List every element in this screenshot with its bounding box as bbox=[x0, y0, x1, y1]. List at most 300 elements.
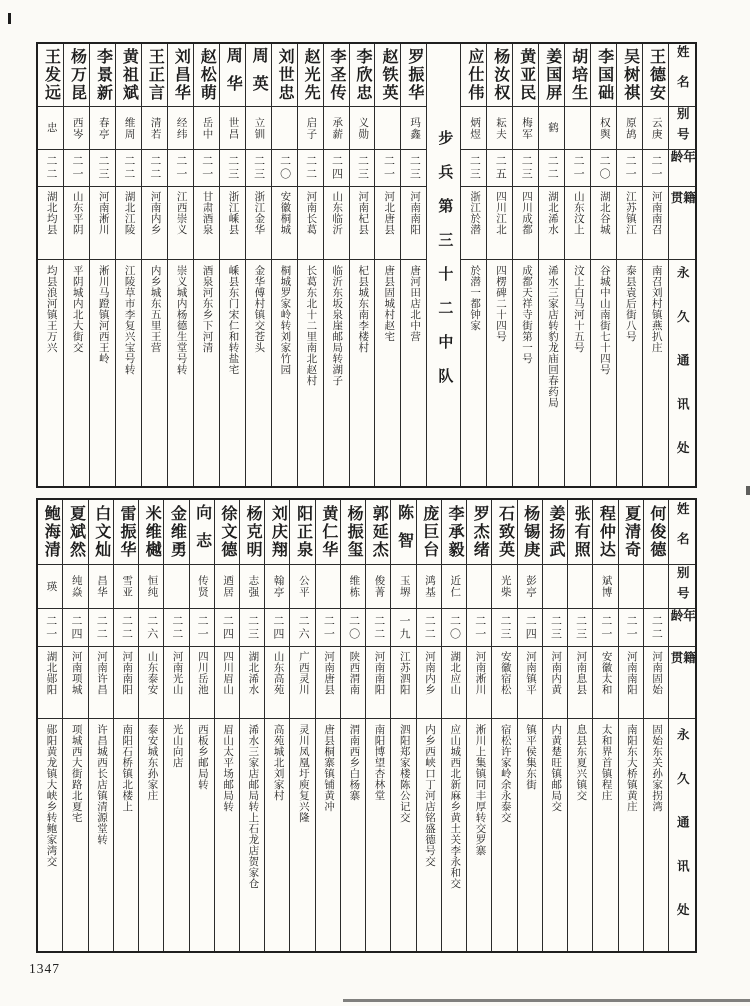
person-alias: 耘夫 bbox=[487, 107, 512, 150]
person-name: 杨振玺 bbox=[341, 500, 365, 565]
person-address: 酒泉河东乡下河清 bbox=[201, 265, 213, 353]
person-column bbox=[138, 500, 163, 951]
person-alias: 彭亭 bbox=[518, 565, 542, 609]
person-origin: 四川成都 bbox=[513, 187, 538, 260]
person-address: 南阳石桥镇北楼上 bbox=[121, 724, 133, 812]
person-age: 二四 bbox=[265, 609, 289, 647]
person-address: 泰县袁后街八号 bbox=[624, 265, 636, 342]
person-origin: 河南淅川 bbox=[467, 647, 491, 719]
person-name: 黄亚民 bbox=[513, 44, 538, 107]
person-column bbox=[141, 44, 167, 486]
person-name: 何俊德 bbox=[644, 500, 668, 565]
person-name: 胡培生 bbox=[565, 44, 590, 107]
person-column bbox=[38, 500, 62, 951]
person-age: 二二 bbox=[417, 609, 441, 647]
person-origin: 河北唐县 bbox=[375, 187, 400, 260]
person-column bbox=[315, 500, 340, 951]
person-alias: 公平 bbox=[290, 565, 314, 609]
person-age: 二〇 bbox=[591, 150, 616, 187]
header-column bbox=[668, 500, 695, 951]
person-name: 鲍海清 bbox=[38, 500, 62, 565]
person-alias: 鹤 bbox=[539, 107, 564, 150]
person-alias bbox=[316, 565, 340, 609]
person-column bbox=[590, 44, 616, 486]
person-address: 内黄楚旺镇邮局交 bbox=[550, 724, 562, 812]
person-address: 四楞碑二十四号 bbox=[495, 265, 507, 342]
person-age: 二〇 bbox=[341, 609, 365, 647]
person-origin: 湖北应山 bbox=[442, 647, 466, 719]
person-alias: 世昌 bbox=[220, 107, 245, 150]
person-origin: 河南南阳 bbox=[619, 647, 643, 719]
person-origin: 山东高苑 bbox=[265, 647, 289, 719]
person-origin: 广西灵川 bbox=[290, 647, 314, 719]
person-origin: 湖北浠水 bbox=[539, 187, 564, 260]
person-column bbox=[264, 500, 289, 951]
person-name: 周华 bbox=[220, 44, 245, 107]
person-origin: 河南南阳 bbox=[366, 647, 390, 719]
person-address: 唐河田店北中营 bbox=[409, 265, 421, 342]
person-name: 徐文德 bbox=[215, 500, 239, 565]
person-name: 米维樾 bbox=[139, 500, 163, 565]
person-origin: 河南南阳 bbox=[114, 647, 138, 719]
person-origin: 湖北江陵 bbox=[116, 187, 141, 260]
person-name: 金维勇 bbox=[164, 500, 188, 565]
person-origin: 山东临沂 bbox=[324, 187, 349, 260]
scan-artifact bbox=[746, 486, 750, 495]
person-name: 庞巨台 bbox=[417, 500, 441, 565]
person-age: 二三 bbox=[461, 150, 486, 187]
person-address: 浠水三家店邮局转上石龙店贺家仓 bbox=[247, 724, 259, 889]
header-name-label: 姓名 bbox=[669, 500, 695, 565]
person-name: 刘庆翔 bbox=[265, 500, 289, 565]
header-alias-label: 别号 bbox=[669, 565, 695, 609]
person-age: 二三 bbox=[350, 150, 375, 187]
unit-title: 步兵第三十二中队 bbox=[436, 130, 453, 402]
person-alias: 玉堺 bbox=[391, 565, 415, 609]
person-alias: 昌华 bbox=[89, 565, 113, 609]
person-address: 光山向店 bbox=[171, 724, 183, 768]
person-column bbox=[542, 500, 567, 951]
person-age: 二二 bbox=[366, 609, 390, 647]
person-alias: 维周 bbox=[116, 107, 141, 150]
person-origin: 江苏镇江 bbox=[617, 187, 642, 260]
person-address: 嵊县东门宋仁和转盐宅 bbox=[227, 265, 239, 375]
header-name-label: 姓名 bbox=[669, 44, 695, 107]
person-address: 宿松许家岭余永泰交 bbox=[499, 724, 511, 823]
person-origin: 浙江嵊县 bbox=[220, 187, 245, 260]
person-address: 谷城中山南街七十四号 bbox=[598, 265, 610, 375]
person-column bbox=[564, 44, 590, 486]
person-origin: 河南内黄 bbox=[543, 647, 567, 719]
person-column bbox=[400, 44, 426, 486]
person-address: 唐县固城村赵宅 bbox=[383, 265, 395, 342]
person-age: 二二 bbox=[142, 150, 167, 187]
scan-artifact bbox=[343, 999, 750, 1002]
person-alias: 经纬 bbox=[168, 107, 193, 150]
person-name: 刘世忠 bbox=[272, 44, 297, 107]
page-number: 1347 bbox=[29, 961, 60, 976]
person-address: 太和界首镇程庄 bbox=[600, 724, 612, 801]
person-age: 二三 bbox=[568, 609, 592, 647]
person-address: 灵川凤凰圩庾复兴隆 bbox=[297, 724, 309, 823]
person-address: 许昌城西长店镇清源堂转 bbox=[95, 724, 107, 845]
person-address: 南召刘村镇燕扒庄 bbox=[650, 265, 662, 353]
person-column bbox=[289, 500, 314, 951]
person-alias: 传贤 bbox=[190, 565, 214, 609]
person-alias: 恒纯 bbox=[139, 565, 163, 609]
person-name: 周英 bbox=[246, 44, 271, 107]
person-address: 汶上白马河十五号 bbox=[572, 265, 584, 353]
person-origin: 湖北均县 bbox=[38, 187, 63, 260]
person-age: 二二 bbox=[38, 150, 63, 187]
person-alias: 承薪 bbox=[324, 107, 349, 150]
person-column bbox=[466, 500, 491, 951]
person-column bbox=[63, 44, 89, 486]
person-alias bbox=[272, 107, 297, 150]
person-alias: 启子 bbox=[298, 107, 323, 150]
person-column bbox=[491, 500, 516, 951]
person-column bbox=[538, 44, 564, 486]
person-name: 杨汝权 bbox=[487, 44, 512, 107]
person-address: 渭南西乡白杨寨 bbox=[348, 724, 360, 801]
person-origin: 山东汶上 bbox=[565, 187, 590, 260]
person-age: 二一 bbox=[617, 150, 642, 187]
person-address: 固始东关孙家拐湾 bbox=[651, 724, 663, 812]
person-alias: 立钏 bbox=[246, 107, 271, 150]
person-origin: 陕西渭南 bbox=[341, 647, 365, 719]
person-origin: 四川眉山 bbox=[215, 647, 239, 719]
person-alias: 玛鑫 bbox=[401, 107, 426, 150]
person-column bbox=[643, 500, 668, 951]
person-name: 赵松萌 bbox=[194, 44, 219, 107]
person-address: 内乡城东五里王营 bbox=[149, 265, 161, 353]
person-age: 二二 bbox=[298, 150, 323, 187]
person-name: 李圣传 bbox=[324, 44, 349, 107]
person-age: 二三 bbox=[492, 609, 516, 647]
person-origin: 江西崇义 bbox=[168, 187, 193, 260]
person-age: 二一 bbox=[38, 609, 62, 647]
person-alias: 翰亭 bbox=[265, 565, 289, 609]
person-origin: 河南光山 bbox=[164, 647, 188, 719]
person-alias: 原鸪 bbox=[617, 107, 642, 150]
scan-artifact bbox=[8, 13, 11, 24]
person-address: 於潜一都钟家 bbox=[469, 265, 481, 331]
person-age: 二一 bbox=[194, 150, 219, 187]
person-age: 二二 bbox=[164, 609, 188, 647]
person-alias: 义勋 bbox=[350, 107, 375, 150]
person-name: 罗杰绪 bbox=[467, 500, 491, 565]
person-age: 二一 bbox=[593, 609, 617, 647]
person-age: 二一 bbox=[190, 609, 214, 647]
header-alias-label: 别号 bbox=[669, 107, 695, 150]
person-origin: 浙江金华 bbox=[246, 187, 271, 260]
person-name: 李承毅 bbox=[442, 500, 466, 565]
person-age: 二一 bbox=[316, 609, 340, 647]
person-alias: 梅军 bbox=[513, 107, 538, 150]
person-origin: 山东泰安 bbox=[139, 647, 163, 719]
person-alias: 近仁 bbox=[442, 565, 466, 609]
person-alias: 斌博 bbox=[593, 565, 617, 609]
person-age: 二一 bbox=[565, 150, 590, 187]
person-name: 黄祖斌 bbox=[116, 44, 141, 107]
person-alias bbox=[543, 565, 567, 609]
person-origin: 河南淅川 bbox=[90, 187, 115, 260]
person-age: 二〇 bbox=[442, 609, 466, 647]
person-column bbox=[297, 44, 323, 486]
person-name: 石致英 bbox=[492, 500, 516, 565]
person-age: 二四 bbox=[63, 609, 87, 647]
person-alias: 炳煜 bbox=[461, 107, 486, 150]
person-age: 二三 bbox=[401, 150, 426, 187]
person-name: 姜扬武 bbox=[543, 500, 567, 565]
person-address: 南阳博望杏林堂 bbox=[373, 724, 385, 801]
person-name: 吴树祺 bbox=[617, 44, 642, 107]
person-column bbox=[115, 44, 141, 486]
person-alias: 光柴 bbox=[492, 565, 516, 609]
person-column bbox=[88, 500, 113, 951]
person-name: 应仕伟 bbox=[461, 44, 486, 107]
person-age: 二三 bbox=[90, 150, 115, 187]
person-alias: 迺居 bbox=[215, 565, 239, 609]
person-alias: 权舆 bbox=[591, 107, 616, 150]
person-name: 刘昌华 bbox=[168, 44, 193, 107]
person-address: 长葛东北十二里南北赵村 bbox=[305, 265, 317, 386]
person-name: 姜国屏 bbox=[539, 44, 564, 107]
person-alias bbox=[644, 565, 668, 609]
person-age: 二二 bbox=[89, 609, 113, 647]
person-origin: 河南项城 bbox=[63, 647, 87, 719]
person-address: 镇平侯集东街 bbox=[524, 724, 536, 790]
person-column bbox=[245, 44, 271, 486]
person-name: 杨万昆 bbox=[64, 44, 89, 107]
person-age: 二二 bbox=[116, 150, 141, 187]
person-address: 息县东夏兴镇交 bbox=[575, 724, 587, 801]
person-column bbox=[323, 44, 349, 486]
person-age: 二一 bbox=[168, 150, 193, 187]
person-column bbox=[167, 44, 193, 486]
person-age: 二二 bbox=[644, 609, 668, 647]
header-origin-label: 籍贯 bbox=[669, 647, 695, 719]
person-origin: 河南内乡 bbox=[417, 647, 441, 719]
person-address: 浠水三家店转豹龙庙回春药局 bbox=[546, 265, 558, 408]
person-alias: 俊菁 bbox=[366, 565, 390, 609]
person-column bbox=[642, 44, 668, 486]
person-age: 二一 bbox=[375, 150, 400, 187]
person-name: 李国础 bbox=[591, 44, 616, 107]
person-address: 高苑城北刘家村 bbox=[272, 724, 284, 801]
person-origin: 河南长葛 bbox=[298, 187, 323, 260]
person-address: 金华傅村镇交苍头 bbox=[253, 265, 265, 353]
person-origin: 河南内乡 bbox=[142, 187, 167, 260]
roster-table-bottom bbox=[36, 498, 697, 953]
person-address: 淅川上集镇同丰厚转交罗寨 bbox=[474, 724, 486, 856]
person-address: 江陵草市李复兴宝号转 bbox=[123, 265, 135, 375]
person-alias: 忠 bbox=[38, 107, 63, 150]
person-age: 二五 bbox=[487, 150, 512, 187]
header-address-label: 永久通讯处 bbox=[675, 728, 690, 947]
person-alias bbox=[568, 565, 592, 609]
person-age: 二三 bbox=[543, 609, 567, 647]
person-address: 桐城罗家岭转刘家竹园 bbox=[279, 265, 291, 375]
person-name: 张有照 bbox=[568, 500, 592, 565]
person-name: 陈智 bbox=[391, 500, 415, 565]
person-address: 杞县城东南李楼村 bbox=[357, 265, 369, 353]
person-age: 二二 bbox=[114, 609, 138, 647]
person-column bbox=[416, 500, 441, 951]
person-name: 赵光先 bbox=[298, 44, 323, 107]
person-name: 阳正泉 bbox=[290, 500, 314, 565]
person-origin: 湖北浠水 bbox=[240, 647, 264, 719]
person-age: 二三 bbox=[220, 150, 245, 187]
header-address-label: 永久通讯处 bbox=[675, 266, 690, 485]
person-column bbox=[189, 500, 214, 951]
person-address: 泗阳郑家楼陈公记交 bbox=[398, 724, 410, 823]
person-alias bbox=[467, 565, 491, 609]
person-column bbox=[163, 500, 188, 951]
person-age: 二〇 bbox=[272, 150, 297, 187]
person-name: 王发远 bbox=[38, 44, 63, 107]
person-column bbox=[271, 44, 297, 486]
person-column bbox=[340, 500, 365, 951]
person-address: 平阴城内北大街交 bbox=[71, 265, 83, 353]
person-age: 二四 bbox=[518, 609, 542, 647]
person-name: 白文灿 bbox=[89, 500, 113, 565]
person-alias: 志强 bbox=[240, 565, 264, 609]
person-address: 项城西大街路北夏宅 bbox=[70, 724, 82, 823]
person-column bbox=[193, 44, 219, 486]
person-name: 向志 bbox=[190, 500, 214, 565]
person-address: 泰安城东孙家庄 bbox=[146, 724, 158, 801]
person-column bbox=[512, 44, 538, 486]
person-address: 眉山太平场邮局转 bbox=[222, 724, 234, 812]
person-origin: 河南杞县 bbox=[350, 187, 375, 260]
person-age: 二六 bbox=[290, 609, 314, 647]
person-alias: 维栋 bbox=[341, 565, 365, 609]
person-address: 淅川马蹬镇河西王岭 bbox=[97, 265, 109, 364]
person-address: 西板乡邮局转 bbox=[196, 724, 208, 790]
person-origin: 河南南阳 bbox=[401, 187, 426, 260]
person-name: 雷振华 bbox=[114, 500, 138, 565]
person-origin: 安徽宿松 bbox=[492, 647, 516, 719]
person-origin: 山东平阴 bbox=[64, 187, 89, 260]
person-origin: 河南许昌 bbox=[89, 647, 113, 719]
person-alias bbox=[565, 107, 590, 150]
person-origin: 河南息县 bbox=[568, 647, 592, 719]
person-address: 郧阳黄龙镇大峡乡转鲍家湾交 bbox=[45, 724, 57, 867]
person-name: 赵铁英 bbox=[375, 44, 400, 107]
person-age: 二一 bbox=[467, 609, 491, 647]
person-address: 唐县桐寨镇铺黄冲 bbox=[323, 724, 335, 812]
person-name: 黄仁华 bbox=[316, 500, 340, 565]
person-origin: 四川江北 bbox=[487, 187, 512, 260]
person-name: 罗振华 bbox=[401, 44, 426, 107]
person-origin: 河南镇平 bbox=[518, 647, 542, 719]
person-age: 二四 bbox=[215, 609, 239, 647]
person-age: 二三 bbox=[513, 150, 538, 187]
unit-title-column bbox=[426, 44, 460, 486]
person-origin: 江苏泗阳 bbox=[391, 647, 415, 719]
person-origin: 安徽桐城 bbox=[272, 187, 297, 260]
person-age: 二六 bbox=[139, 609, 163, 647]
person-column bbox=[390, 500, 415, 951]
person-name: 程仲达 bbox=[593, 500, 617, 565]
person-name: 杨锡庚 bbox=[518, 500, 542, 565]
person-alias: 云庚 bbox=[643, 107, 668, 150]
person-alias: 清若 bbox=[142, 107, 167, 150]
person-name: 杨克明 bbox=[240, 500, 264, 565]
person-address: 内乡西峡口丁河店铭盛德号交 bbox=[424, 724, 436, 867]
person-alias: 雪亚 bbox=[114, 565, 138, 609]
person-column bbox=[616, 44, 642, 486]
header-origin-label: 籍贯 bbox=[669, 187, 695, 260]
person-name: 郭延杰 bbox=[366, 500, 390, 565]
header-age-label: 年龄 bbox=[669, 609, 695, 647]
person-origin: 河南唐县 bbox=[316, 647, 340, 719]
person-name: 李欣忠 bbox=[350, 44, 375, 107]
person-age: 二四 bbox=[324, 150, 349, 187]
person-age: 二一 bbox=[619, 609, 643, 647]
person-age: 二三 bbox=[246, 150, 271, 187]
person-age: 二三 bbox=[240, 609, 264, 647]
person-alias: 西岑 bbox=[64, 107, 89, 150]
person-name: 王德安 bbox=[643, 44, 668, 107]
person-age: 二一 bbox=[643, 150, 668, 187]
person-address: 成都天祥寺街第一号 bbox=[521, 265, 532, 364]
header-column bbox=[668, 44, 695, 486]
roster-table-top bbox=[36, 42, 697, 488]
person-alias: 鸿基 bbox=[417, 565, 441, 609]
person-column bbox=[374, 44, 400, 486]
person-column bbox=[62, 500, 87, 951]
person-alias: 瑛 bbox=[38, 565, 62, 609]
person-alias bbox=[619, 565, 643, 609]
person-address: 均县浪河镇王万兴 bbox=[45, 265, 57, 353]
person-age: 二二 bbox=[539, 150, 564, 187]
person-column bbox=[349, 44, 375, 486]
person-alias bbox=[164, 565, 188, 609]
person-column bbox=[239, 500, 264, 951]
person-address: 应山城西北新麻乡黄土关李永和交 bbox=[449, 724, 461, 889]
person-address: 临沂东坂泉崖邮局转湖子 bbox=[331, 265, 343, 386]
person-alias bbox=[375, 107, 400, 150]
person-column bbox=[567, 500, 592, 951]
person-age: 二一 bbox=[64, 150, 89, 187]
person-column bbox=[486, 44, 512, 486]
person-name: 李景新 bbox=[90, 44, 115, 107]
person-origin: 浙江於潜 bbox=[461, 187, 486, 260]
person-address: 南阳东大桥镇黄庄 bbox=[625, 724, 637, 812]
person-origin: 湖北谷城 bbox=[591, 187, 616, 260]
person-name: 夏清奇 bbox=[619, 500, 643, 565]
person-alias: 岳中 bbox=[194, 107, 219, 150]
header-age-label: 年龄 bbox=[669, 150, 695, 187]
person-address: 崇义城内杨德生堂号转 bbox=[175, 265, 187, 375]
person-column bbox=[618, 500, 643, 951]
person-column bbox=[89, 44, 115, 486]
person-column bbox=[460, 44, 486, 486]
person-name: 王正言 bbox=[142, 44, 167, 107]
person-column bbox=[517, 500, 542, 951]
person-column bbox=[214, 500, 239, 951]
person-column bbox=[38, 44, 63, 486]
person-origin: 河南固始 bbox=[644, 647, 668, 719]
person-origin: 甘肃酒泉 bbox=[194, 187, 219, 260]
person-origin: 河南南召 bbox=[643, 187, 668, 260]
person-column bbox=[592, 500, 617, 951]
person-origin: 四川岳池 bbox=[190, 647, 214, 719]
person-column bbox=[113, 500, 138, 951]
person-column bbox=[365, 500, 390, 951]
